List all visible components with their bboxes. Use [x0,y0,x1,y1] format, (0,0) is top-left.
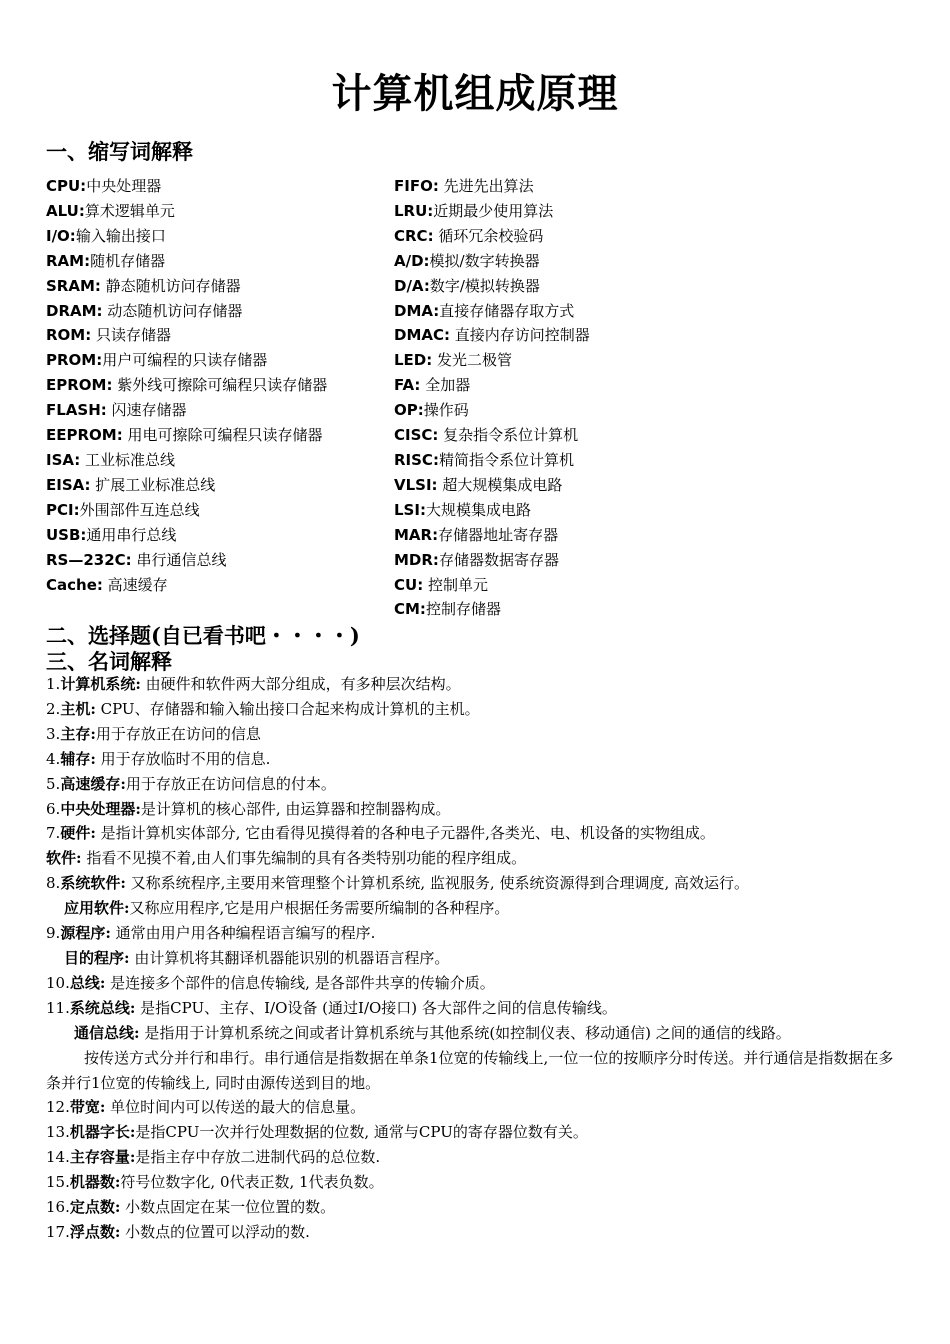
term-definition: 又称应用程序,它是用户根据任务需要所编制的各种程序。 [129,899,510,918]
abbreviation-term: OP: [394,401,424,420]
abbreviation-term: PROM: [46,351,103,370]
abbreviation-term: ISA: [46,450,81,469]
abbreviation-meaning: 存储器地址寄存器 [438,525,559,544]
abbreviation-meaning: 只读存储器 [91,326,172,345]
abbreviation-entry [394,224,694,249]
abbreviation-meaning: 输入输出接口 [75,226,166,245]
term-definition: 通常由用户用各种编程语言编写的程序. [110,924,376,943]
term-definition: 是指主存中存放二进制代码的总位数. [135,1148,381,1167]
abbreviation-meaning: 精简指令系位计算机 [438,450,574,469]
abbreviation-meaning: 操作码 [423,401,469,420]
abbreviation-meaning: 发光二极管 [432,351,513,370]
abbreviation-term: A/D: [394,251,430,270]
abbreviation-term: DMAC: [394,326,450,345]
abbreviation-entry [46,498,376,523]
abbreviation-meaning: 模拟/数字转换器 [429,251,540,270]
term-entry [46,1046,906,1096]
abbreviation-term: FLASH: [46,401,107,420]
abbreviation-entry [46,523,376,548]
term-definition: 由硬件和软件两大部分组成，有多种层次结构。 [140,675,461,693]
abbreviation-term: FIFO: [394,177,439,195]
abbreviation-term: ALU: [46,201,85,220]
term-number: 10. [46,973,70,992]
abbreviation-term: EEPROM: [46,426,123,445]
abbreviation-entry [394,548,694,573]
abbreviation-term: CISC: [394,426,439,445]
term-entry [46,1095,906,1120]
abbreviation-term: Cache: [46,575,103,594]
term-name: 主存容量: [69,1148,136,1167]
term-name: 浮点数: [69,1222,121,1241]
term-entry [46,672,906,697]
abbreviation-term: CU: [394,575,424,594]
term-definition: CPU、存储器和输入输出接口合起来构成计算机的主机。 [95,699,480,718]
term-name: 主机: [60,699,96,718]
abbreviation-meaning: 直接内存访问控制器 [450,326,590,345]
term-name: 中央处理器: [60,799,141,818]
abbreviation-term: RS—232C: [46,550,132,569]
term-definition: 指看不见摸不着,由人们事先编制的具有各类特别功能的程序组成。 [81,849,527,868]
term-name: 源程序: [60,924,111,943]
term-entry [46,996,906,1021]
term-number: 16. [46,1198,70,1217]
abbreviation-meaning: 算术逻辑单元 [84,201,175,220]
term-number: 5. [46,774,61,793]
term-number: 8. [46,874,61,893]
section-heading-choice: 二、选择题(自已看书吧・・・・) [46,623,360,648]
term-number: 9. [46,924,61,943]
abbreviation-entry [46,373,376,398]
term-name: 系统总线: [69,998,136,1017]
term-number: 11. [46,998,70,1017]
abbreviation-entry [46,423,376,448]
term-entry [46,946,906,971]
abbreviation-entry [394,348,694,373]
abbreviation-meaning: 近期最少使用算法 [433,201,554,220]
term-number: 13. [46,1123,70,1142]
abbreviation-term: USB: [46,525,87,544]
term-name: 主存: [60,724,96,743]
term-definition: 用于存放正在访问信息的付本。 [125,774,336,793]
abbreviation-entry [394,199,694,224]
abbreviation-entry [46,274,376,299]
abbreviation-term: CPU: [46,177,87,195]
abbreviation-term: FA: [394,376,421,395]
term-entry [46,1120,906,1145]
abbreviation-term: RAM: [46,251,91,270]
term-entry [46,772,906,797]
abbreviation-meaning: 紫外线可擦除可编程只读存储器 [112,376,328,395]
term-number: 12. [46,1098,70,1117]
term-number: 15. [46,1173,70,1192]
abbreviation-meaning: 控制单元 [423,575,488,594]
term-entry [46,921,906,946]
abbreviation-term: LRU: [394,201,434,220]
term-definition: 又称系统程序,主要用来管理整个计算机系统, 监视服务, 使系统资源得到合理调度, 高效运行。 [125,874,750,893]
term-definitions [46,672,906,1245]
term-definition: 是指CPU一次并行处理数据的位数, 通常与CPU的寄存器位数有关。 [135,1123,588,1142]
abbreviation-term: ROM: [46,326,92,345]
abbreviation-meaning: 控制存储器 [425,600,501,619]
term-name: 机器数: [69,1173,121,1192]
abbreviation-meaning: 先进先出算法 [438,177,534,195]
abbreviation-term: VLSI: [394,475,438,494]
term-number: 7. [46,824,61,843]
abbreviation-entry [46,224,376,249]
term-name: 带宽: [69,1098,106,1117]
abbreviation-entry [46,548,376,573]
abbreviation-entry [46,249,376,274]
term-definition: 用于存放临时不用的信息. [95,749,271,768]
abbreviation-entry [394,423,694,448]
abbreviation-term: CM: [394,600,426,619]
abbreviation-entry [394,323,694,348]
abbreviation-term: CRC: [394,226,434,245]
abbreviation-term: DMA: [394,301,440,320]
term-entry [46,846,906,871]
term-entry [46,1195,906,1220]
abbreviation-term: RISC: [394,450,439,469]
term-definition: 小数点的位置可以浮动的数. [120,1222,310,1241]
term-number: 17. [46,1222,70,1241]
term-name: 辅存: [60,749,96,768]
abbreviation-entry [394,299,694,324]
term-entry [46,797,906,822]
abbreviation-term: LSI: [394,500,426,519]
section-heading-abbreviations: 一、缩写词解释 [46,139,193,164]
abbreviation-term: LED: [394,351,433,370]
term-definition: 小数点固定在某一位位置的数。 [120,1198,336,1217]
term-name: 高速缓存: [60,774,126,793]
abbreviation-meaning: 串行通信总线 [131,550,227,569]
abbreviation-meaning: 外围部件互连总线 [79,500,200,519]
abbreviation-meaning: 直接存储器存取方式 [439,301,575,320]
abbreviation-term: DRAM: [46,301,103,320]
term-definition: 是连接多个部件的信息传输线, 是各部件共享的传输介质。 [105,973,495,992]
abbreviation-entry [394,597,694,622]
abbreviation-meaning: 动态随机访问存储器 [102,301,243,320]
abbreviation-term: SRAM: [46,276,101,295]
term-name: 定点数: [69,1198,121,1217]
term-name: 计算机系统: [60,675,141,693]
abbreviation-term: MDR: [394,550,439,569]
abbreviation-entry [46,448,376,473]
abbreviation-meaning: 静态随机访问存储器 [100,276,241,295]
term-entry [46,1170,906,1195]
term-definition: 由计算机将其翻译机器能识别的机器语言程序。 [129,948,450,967]
abbreviation-entry [46,323,376,348]
term-entry [46,871,906,896]
abbreviation-term: EPROM: [46,376,113,395]
abbreviation-meaning: 工业标准总线 [80,450,176,469]
term-name: 系统软件: [60,874,126,893]
term-definition: 是指用于计算机系统之间或者计算机系统与其他系统(如控制仪表、移动通信) 之间的通信的线路。 [139,1023,791,1042]
abbreviation-entry [46,473,376,498]
term-entry [46,722,906,747]
abbreviation-entry [46,199,376,224]
abbreviation-meaning: 存储器数据寄存器 [438,550,559,569]
abbreviation-meaning: 循环冗余校验码 [433,226,544,245]
abbreviation-entry [46,174,376,199]
term-definition: 用于存放正在访问的信息 [95,724,261,743]
abbreviation-meaning: 数字/模拟转换器 [429,276,540,295]
abbreviation-meaning: 中央处理器 [86,177,162,195]
abbreviation-entry [394,249,694,274]
abbreviation-meaning: 随机存储器 [90,251,166,270]
abbreviation-entry [394,174,694,199]
abbreviation-entry [394,473,694,498]
term-name: 总线: [69,973,106,992]
term-entry [46,1145,906,1170]
abbreviation-meaning: 高速缓存 [102,575,168,594]
abbreviation-meaning: 用户可编程的只读存储器 [102,351,268,370]
abbreviation-meaning: 用电可擦除可编程只读存储器 [122,426,323,445]
abbreviation-entry [46,573,376,598]
term-name: 目的程序: [64,948,130,967]
term-definition: 是指计算机实体部分, 它由看得见摸得着的各种电子元器件,各类光、电、机设备的实物组成。 [95,824,715,843]
term-name: 应用软件: [64,899,130,918]
term-number: 2. [46,699,61,718]
term-number: 14. [46,1148,70,1167]
term-definition: 单位时间内可以传送的最大的信息量。 [105,1098,366,1117]
abbreviation-term: EISA: [46,475,91,494]
term-number: 3. [46,724,61,743]
abbreviation-term: MAR: [394,525,439,544]
abbreviation-meaning: 闪速存储器 [106,401,187,420]
abbreviation-term: D/A: [394,276,430,295]
abbreviation-term: PCI: [46,500,80,519]
term-definition: 是计算机的核心部件, 由运算器和控制器构成。 [140,799,451,818]
term-number: 1. [46,675,61,693]
abbreviation-entry [394,373,694,398]
page-title: 计算机组成原理 [331,71,619,117]
abbreviation-meaning: 全加器 [420,376,471,395]
term-name: 机器字长: [69,1123,136,1142]
term-definition: 符号位数字化, 0代表正数, 1代表负数。 [120,1173,384,1192]
term-number: 4. [46,749,61,768]
term-entry [46,1021,906,1046]
abbreviation-entry [394,573,694,598]
abbreviation-meaning: 复杂指令系位计算机 [438,426,579,445]
abbreviation-term: I/O: [46,226,76,245]
abbreviation-meaning: 超大规模集成电路 [437,475,563,494]
abbreviation-entry [394,523,694,548]
section-heading-terms: 三、名词解释 [46,649,172,674]
term-entry [46,1220,906,1245]
term-entry [46,821,906,846]
abbreviation-meaning: 通用串行总线 [86,525,177,544]
term-entry [46,697,906,722]
abbreviation-entry [394,398,694,423]
abbreviation-entry [394,274,694,299]
term-entry [46,971,906,996]
term-entry [46,896,906,921]
abbreviation-entry [46,398,376,423]
abbreviation-column-right [394,174,694,622]
abbreviation-entry [46,348,376,373]
abbreviation-meaning: 扩展工业标准总线 [90,475,216,494]
term-name: 通信总线: [74,1023,140,1042]
term-definition: 按传送方式分并行和串行。串行通信是指数据在单条1位宽的传输线上,一位一位的按顺序分时传送。并行通信是指数据在多条并行1位宽的传输线上, 同时由源传送到目的地。 [46,1048,894,1092]
term-name: 软件: [46,849,82,868]
abbreviation-entry [46,299,376,324]
abbreviation-entry [394,448,694,473]
abbreviation-meaning: 大规模集成电路 [425,500,531,519]
term-entry [46,747,906,772]
abbreviation-column-left [46,174,376,597]
term-number: 6. [46,799,61,818]
abbreviation-entry [394,498,694,523]
term-definition: 是指CPU、主存、I/O设备 (通过I/O接口) 各大部件之间的信息传输线。 [135,998,617,1017]
term-name: 硬件: [60,824,96,843]
